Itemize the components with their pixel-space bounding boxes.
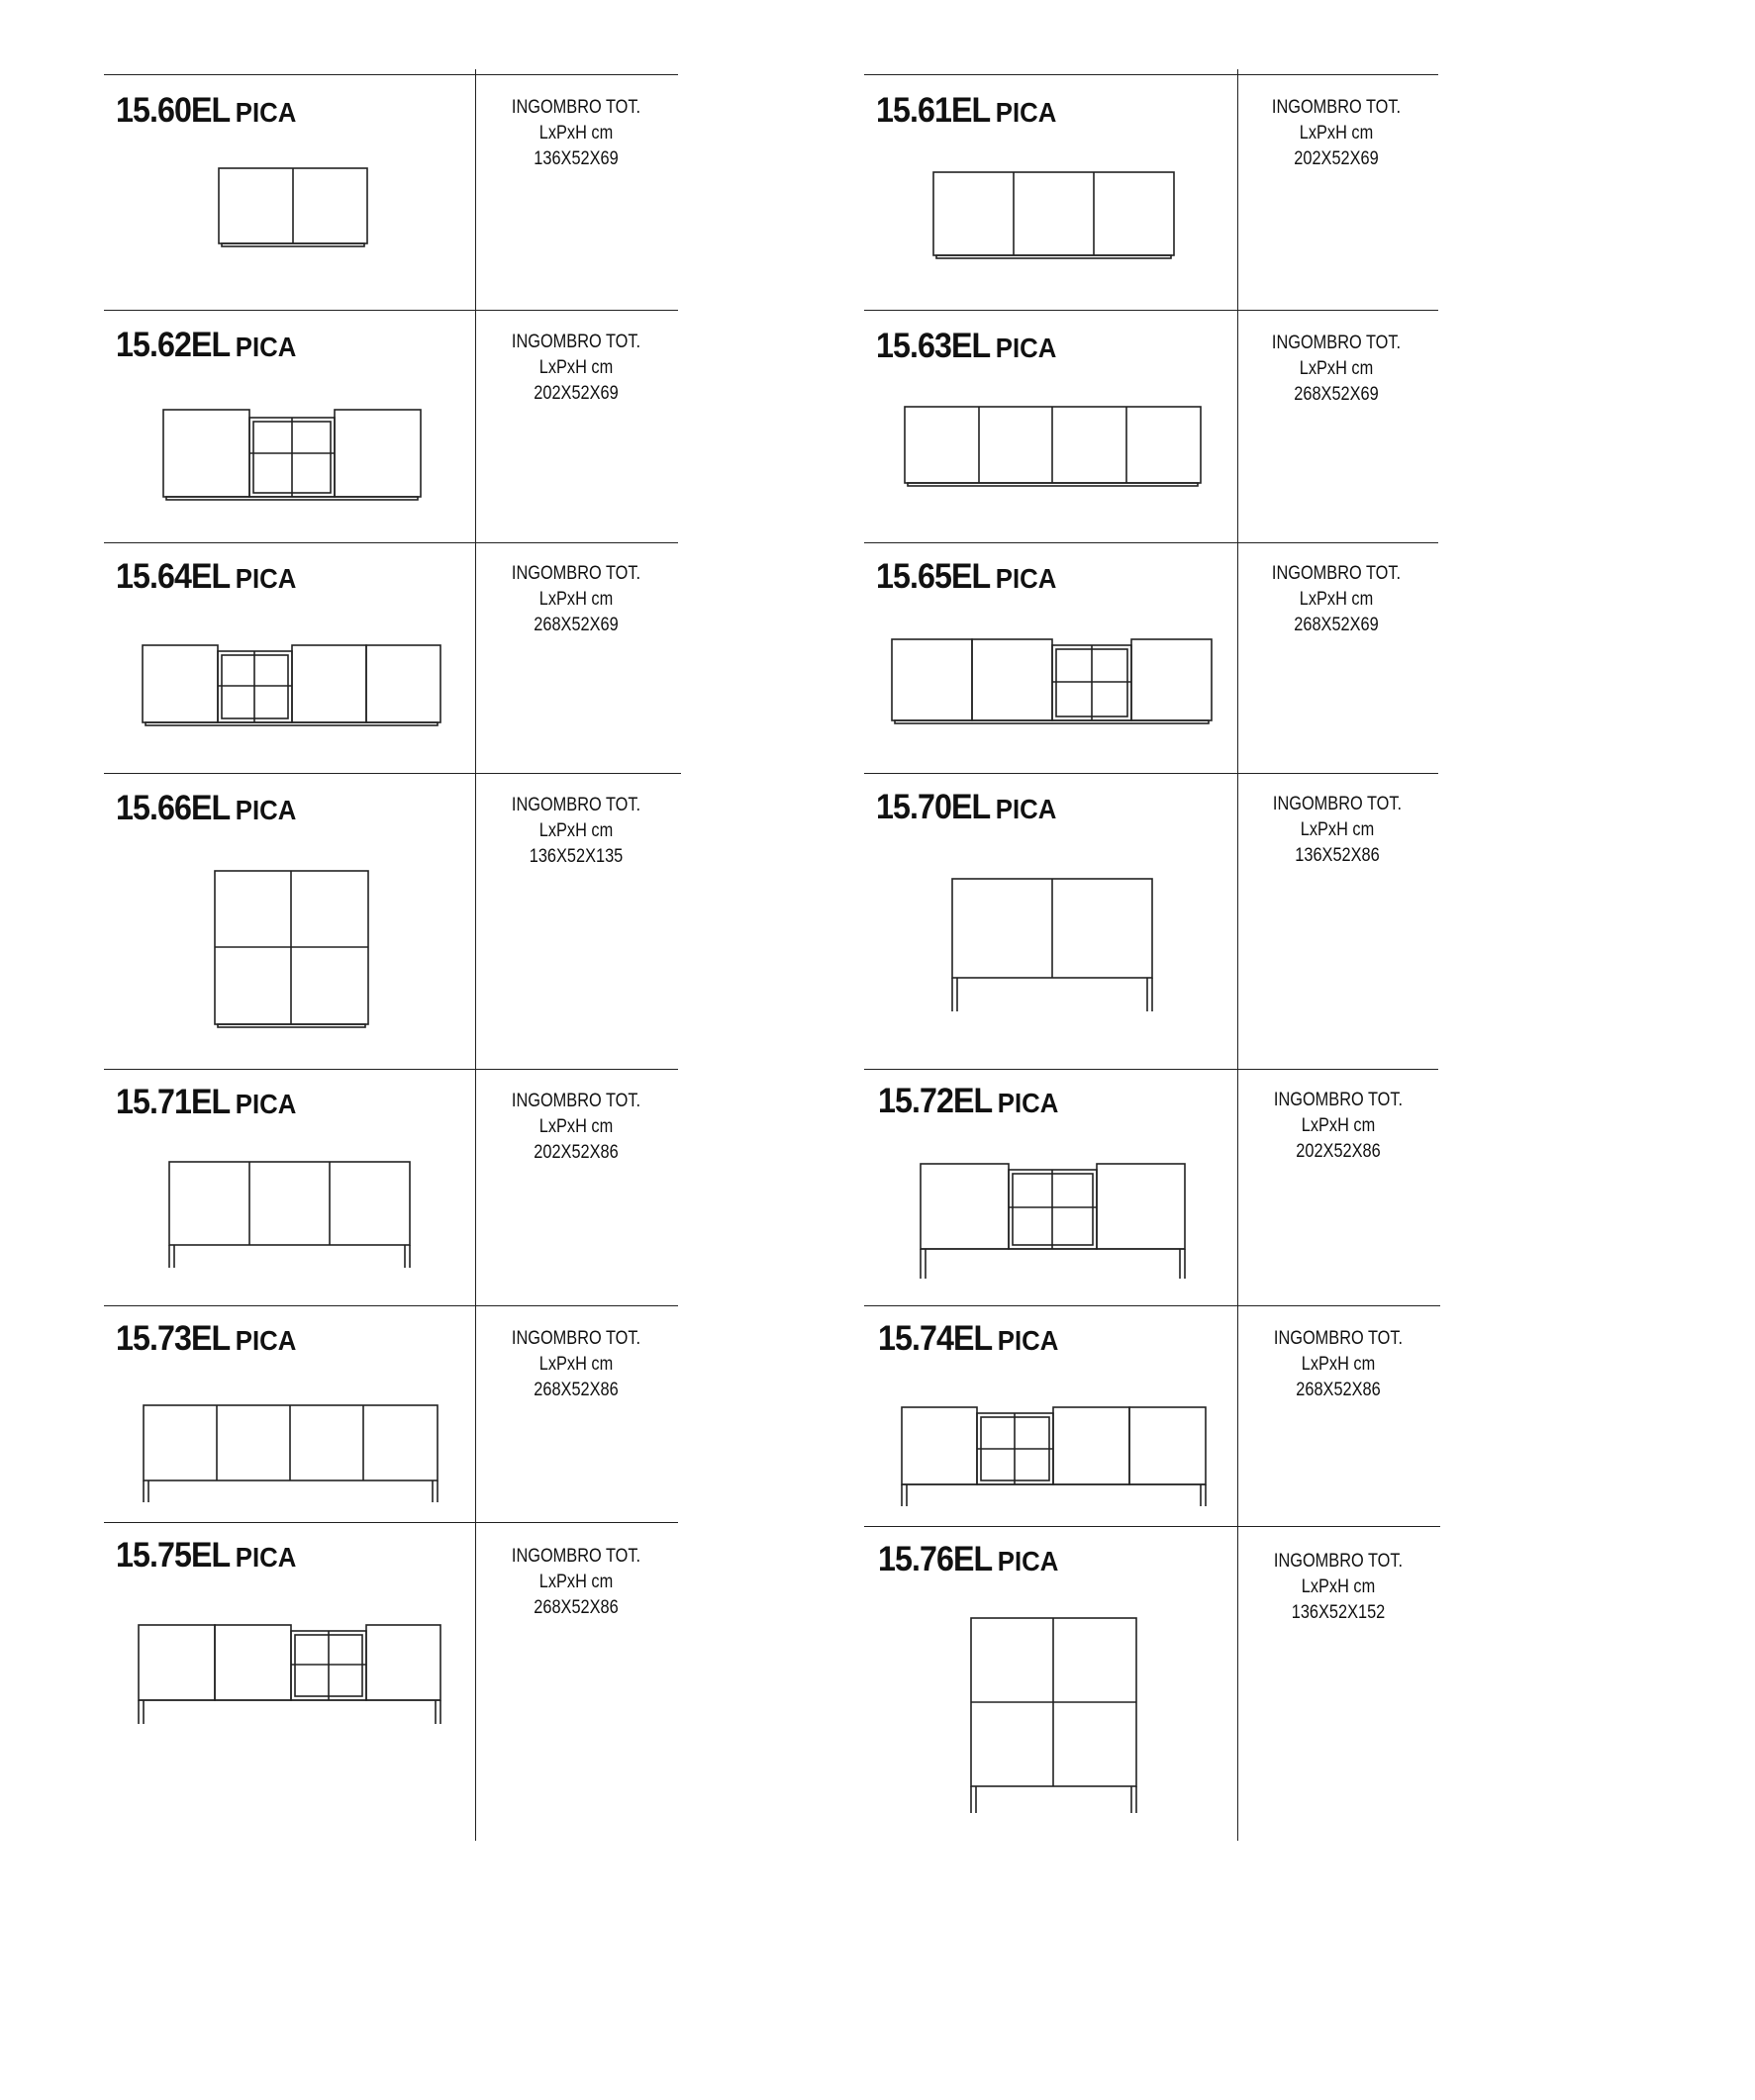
dimensions-value: 202X52X86: [1296, 1141, 1381, 1162]
dimensions-unit: LxPxH cm: [538, 357, 614, 378]
dimensions-value: 268X52X86: [534, 1380, 619, 1400]
product-code: 15.71EL: [116, 1083, 231, 1121]
dimensions-header: INGOMBRO TOT.: [1271, 333, 1402, 353]
product-model: PICA: [995, 563, 1057, 594]
product-code: 15.66EL: [116, 789, 231, 827]
dimensions-header: INGOMBRO TOT.: [511, 1328, 641, 1349]
product-model: PICA: [997, 1088, 1059, 1118]
product-code: 15.73EL: [116, 1319, 231, 1358]
dimensions-unit: LxPxH cm: [1299, 589, 1374, 610]
product-code: 15.74EL: [878, 1319, 993, 1358]
product-model: PICA: [235, 795, 297, 825]
dimensions-unit: LxPxH cm: [538, 123, 614, 143]
dimensions-value: 268X52X69: [534, 615, 619, 635]
dimensions-header: INGOMBRO TOT.: [511, 97, 641, 118]
drawing-15-62el: [163, 410, 421, 500]
dimensions-unit: LxPxH cm: [1301, 1354, 1376, 1375]
product-code: 15.65EL: [876, 557, 991, 596]
dimensions-unit: LxPxH cm: [1300, 819, 1375, 840]
product-model: PICA: [235, 563, 297, 594]
drawing-15-63el: [905, 407, 1201, 486]
product-code: 15.64EL: [116, 557, 231, 596]
dimensions-unit: LxPxH cm: [538, 589, 614, 610]
dimensions-value: 268X52X69: [1294, 384, 1379, 405]
dimensions-value: 268X52X69: [1294, 615, 1379, 635]
dimensions-value: 202X52X69: [1294, 148, 1379, 169]
dimensions-unit: LxPxH cm: [538, 1572, 614, 1592]
dimensions-value: 268X52X86: [534, 1597, 619, 1618]
product-model: PICA: [235, 1542, 297, 1573]
dimensions-header: INGOMBRO TOT.: [511, 563, 641, 584]
drawing-15-74el: [902, 1407, 1206, 1506]
product-code: 15.63EL: [876, 327, 991, 365]
product-code: 15.70EL: [876, 788, 991, 826]
dimensions-value: 268X52X86: [1296, 1380, 1381, 1400]
drawing-15-75el: [139, 1625, 440, 1724]
product-code: 15.60EL: [116, 91, 231, 130]
dimensions-value: 202X52X86: [534, 1142, 619, 1163]
product-model: PICA: [235, 97, 297, 128]
product-model: PICA: [995, 97, 1057, 128]
product-code: 15.75EL: [116, 1536, 231, 1575]
dimensions-header: INGOMBRO TOT.: [1273, 1090, 1404, 1110]
drawing-15-71el: [169, 1162, 410, 1268]
dimensions-header: INGOMBRO TOT.: [1271, 563, 1402, 584]
dimensions-value: 136X52X86: [1295, 845, 1380, 866]
dimensions-header: INGOMBRO TOT.: [511, 332, 641, 352]
dimensions-header: INGOMBRO TOT.: [1271, 97, 1402, 118]
dimensions-unit: LxPxH cm: [1299, 123, 1374, 143]
drawing-15-66el: [215, 871, 368, 1027]
dimensions-header: INGOMBRO TOT.: [1273, 1328, 1404, 1349]
dimensions-unit: LxPxH cm: [538, 820, 614, 841]
dimensions-header: INGOMBRO TOT.: [1272, 794, 1403, 814]
product-model: PICA: [235, 332, 297, 362]
dimensions-unit: LxPxH cm: [1299, 358, 1374, 379]
dimensions-value: 136X52X69: [534, 148, 619, 169]
drawing-15-65el: [892, 639, 1212, 723]
dimensions-unit: LxPxH cm: [538, 1354, 614, 1375]
dimensions-header: INGOMBRO TOT.: [511, 795, 641, 815]
product-model: PICA: [997, 1325, 1059, 1356]
drawing-15-61el: [933, 172, 1174, 258]
drawing-15-70el: [952, 879, 1152, 1011]
drawing-15-73el: [144, 1405, 438, 1502]
dimensions-header: INGOMBRO TOT.: [511, 1091, 641, 1111]
dimensions-header: INGOMBRO TOT.: [1273, 1551, 1404, 1572]
dimensions-value: 202X52X69: [534, 383, 619, 404]
dimensions-unit: LxPxH cm: [1301, 1115, 1376, 1136]
drawing-15-76el: [971, 1618, 1136, 1813]
product-code: 15.72EL: [878, 1082, 993, 1120]
product-model: PICA: [235, 1325, 297, 1356]
dimensions-header: INGOMBRO TOT.: [511, 1546, 641, 1567]
product-code: 15.76EL: [878, 1540, 993, 1578]
product-model: PICA: [995, 333, 1057, 363]
product-model: PICA: [997, 1546, 1059, 1576]
dimensions-value: 136X52X135: [529, 846, 624, 867]
product-model: PICA: [995, 794, 1057, 824]
dimensions-unit: LxPxH cm: [538, 1116, 614, 1137]
product-code: 15.61EL: [876, 91, 991, 130]
drawing-15-72el: [921, 1164, 1185, 1279]
product-code: 15.62EL: [116, 326, 231, 364]
product-model: PICA: [235, 1089, 297, 1119]
dimensions-unit: LxPxH cm: [1301, 1576, 1376, 1597]
drawing-15-60el: [219, 168, 367, 246]
drawing-15-64el: [143, 645, 440, 725]
dimensions-value: 136X52X152: [1291, 1602, 1386, 1623]
